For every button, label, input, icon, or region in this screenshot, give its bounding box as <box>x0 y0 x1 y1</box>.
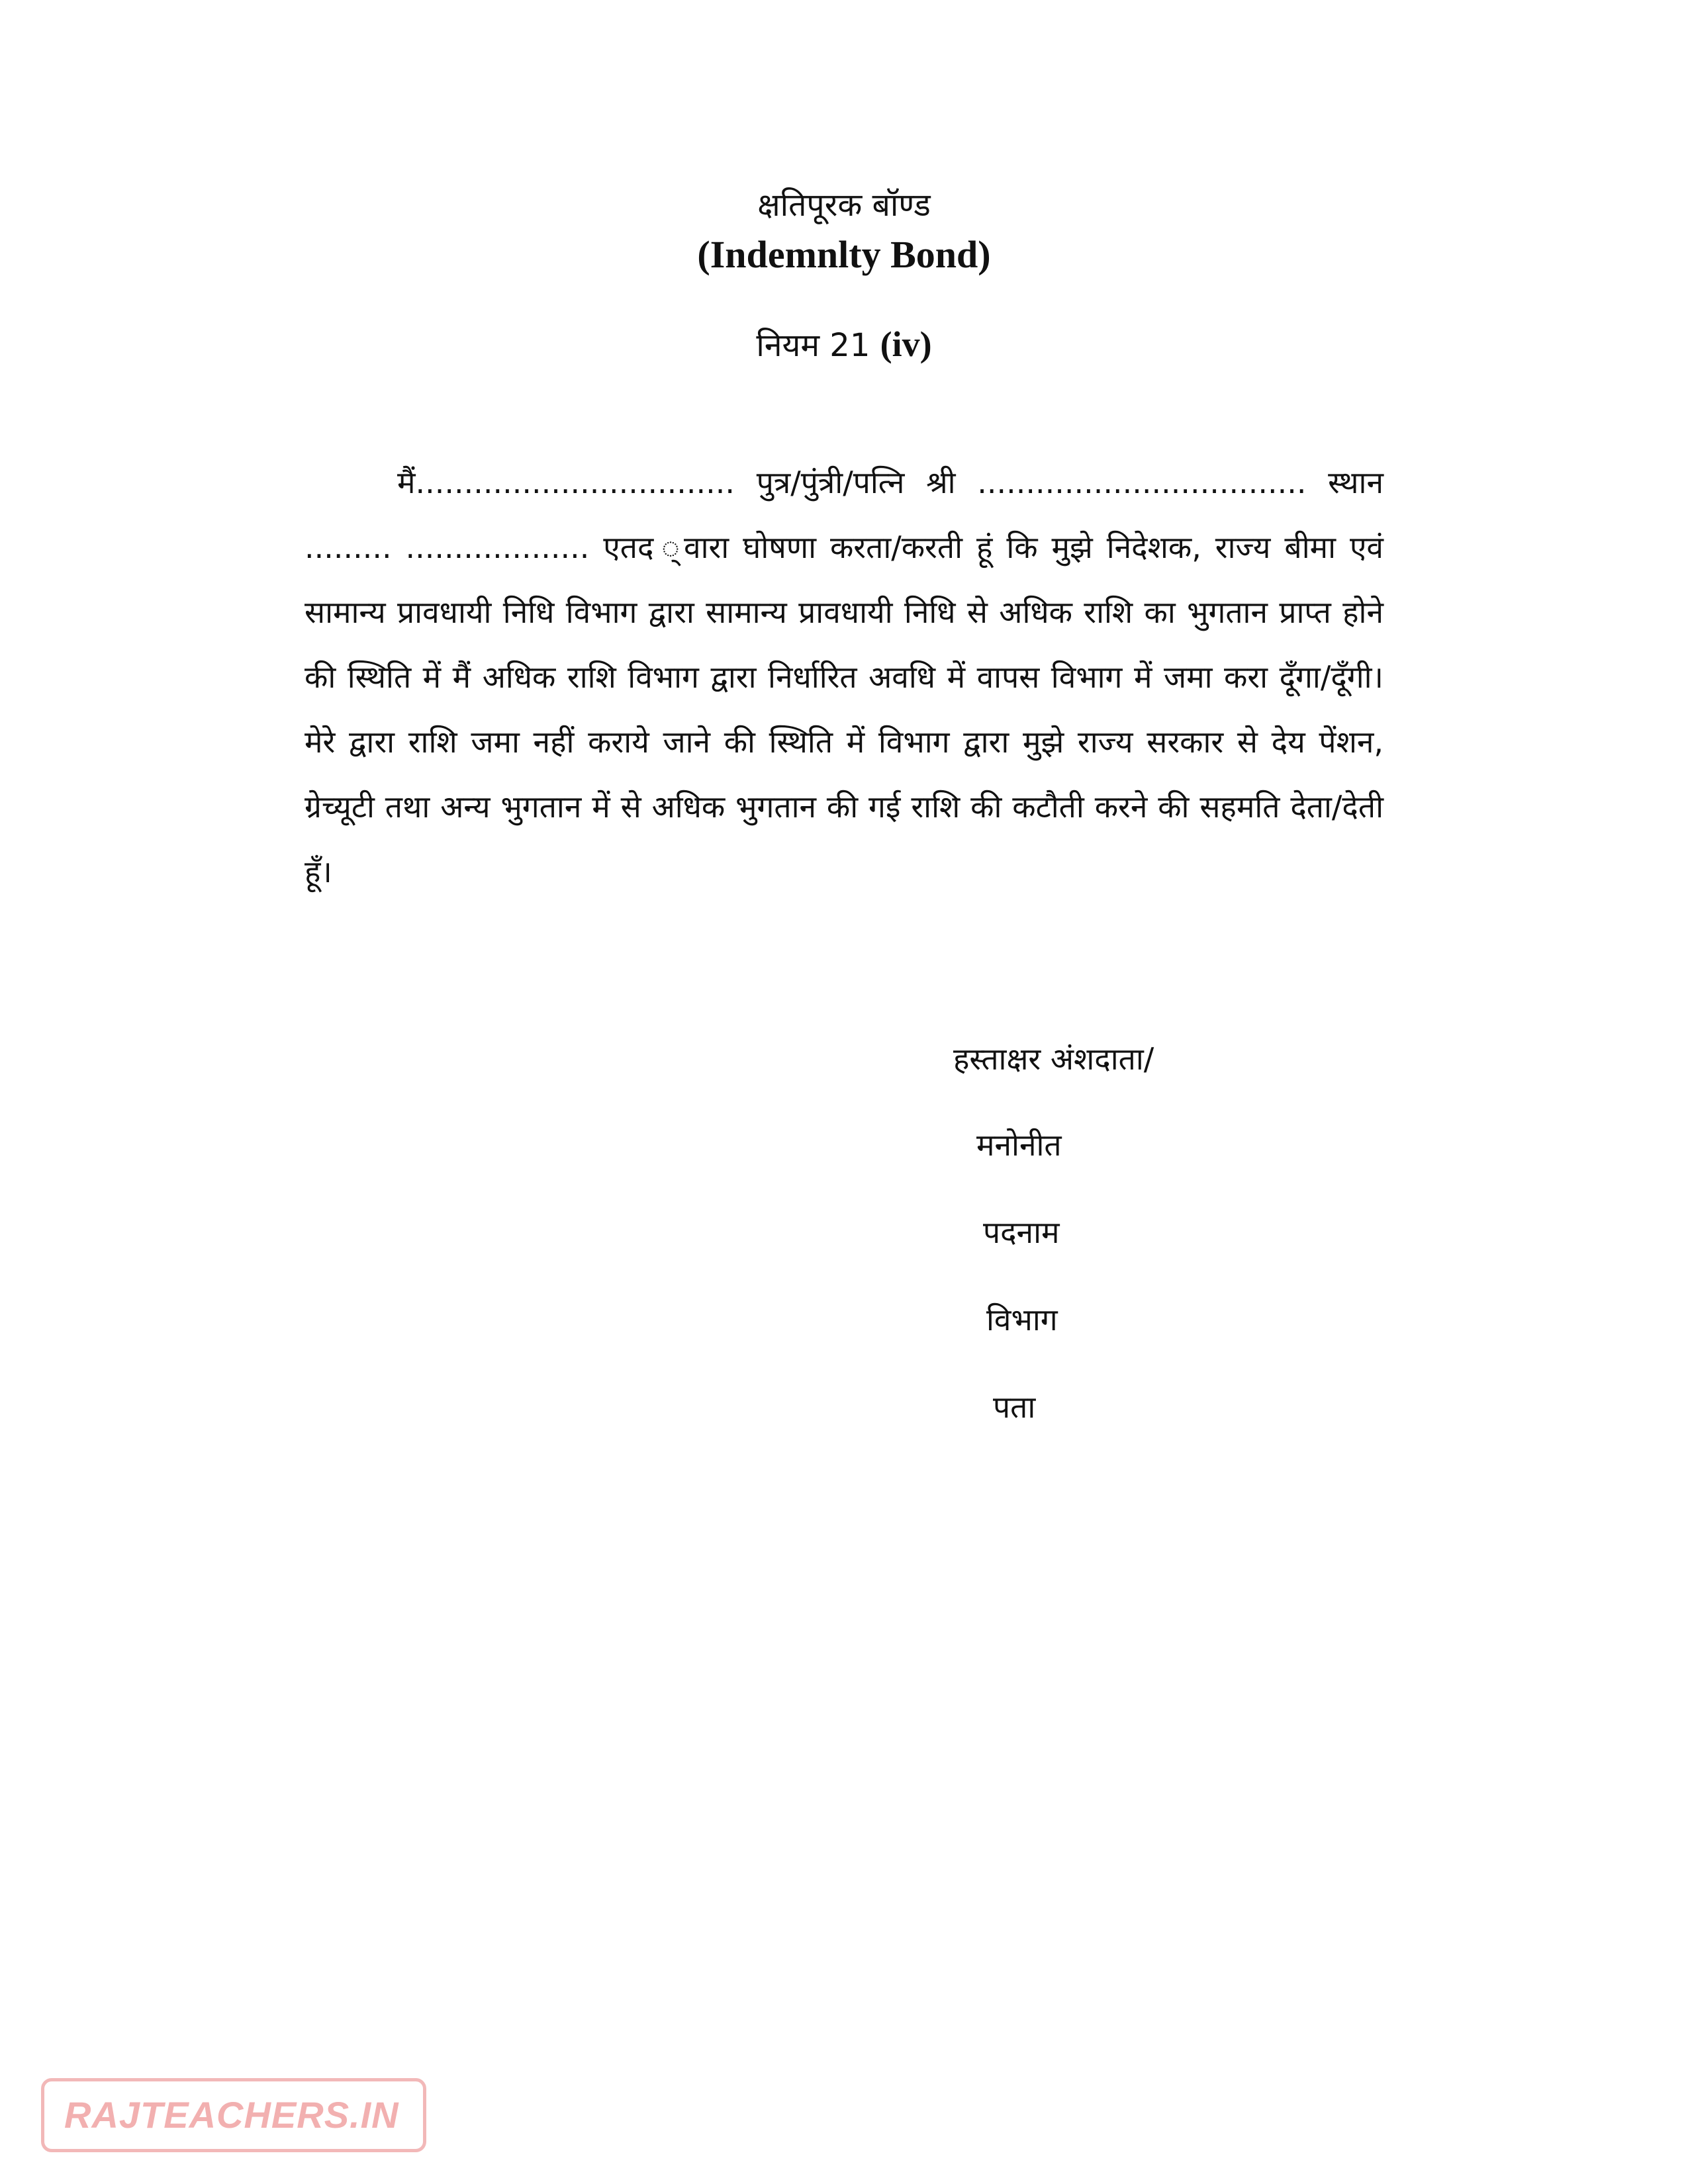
nominee-label: मनोनीत <box>976 1127 1062 1163</box>
watermark-logo: RAJTEACHERS.IN <box>41 2078 426 2152</box>
rule-prefix: नियम 21 <box>756 327 870 364</box>
rule-reference <box>0 318 1688 372</box>
address-label: पता <box>993 1389 1036 1425</box>
signature-label: हस्ताक्षर अंशदाता/ <box>953 1041 1154 1077</box>
designation-label: पदनाम <box>983 1214 1060 1250</box>
document-title-english: (Indemnlty Bond) <box>697 233 991 276</box>
rule-roman-numeral: (iv) <box>880 324 932 364</box>
department-label: विभाग <box>986 1302 1058 1338</box>
document-title-hindi: क्षतिपूरक बॉण्ड <box>757 187 931 224</box>
declaration-paragraph: मैं................................. पुत्र/पुंत्री/पत्नि श्री .................................. स्थान ......... ................... एतद ्वारा घोषणा करता/करती हूं कि मुझे निदेशक, राज्य बीमा एवं सामान्य प्रावधायी निधि विभाग द्वारा सामान्य प्रावधायी निधि से अधिक राशि का भुगतान प्राप्त होने की स्थिति में मैं अधिक राशि विभाग द्वारा निर्धारित अवधि में वापस विभाग में जमा करा दूॅंगा/दूॅंगी। मेरे द्वारा राशि जमा नहीं कराये जाने की स्थिति में विभाग द्वारा मुझे राज्य सरकार से देय पेंशन, ग्रेच्यूटी तथा अन्य भुगतान में से अधिक भुगतान की गई राशि की कटौती करने की सहमति देता/देती हूँ। <box>305 465 1383 889</box>
